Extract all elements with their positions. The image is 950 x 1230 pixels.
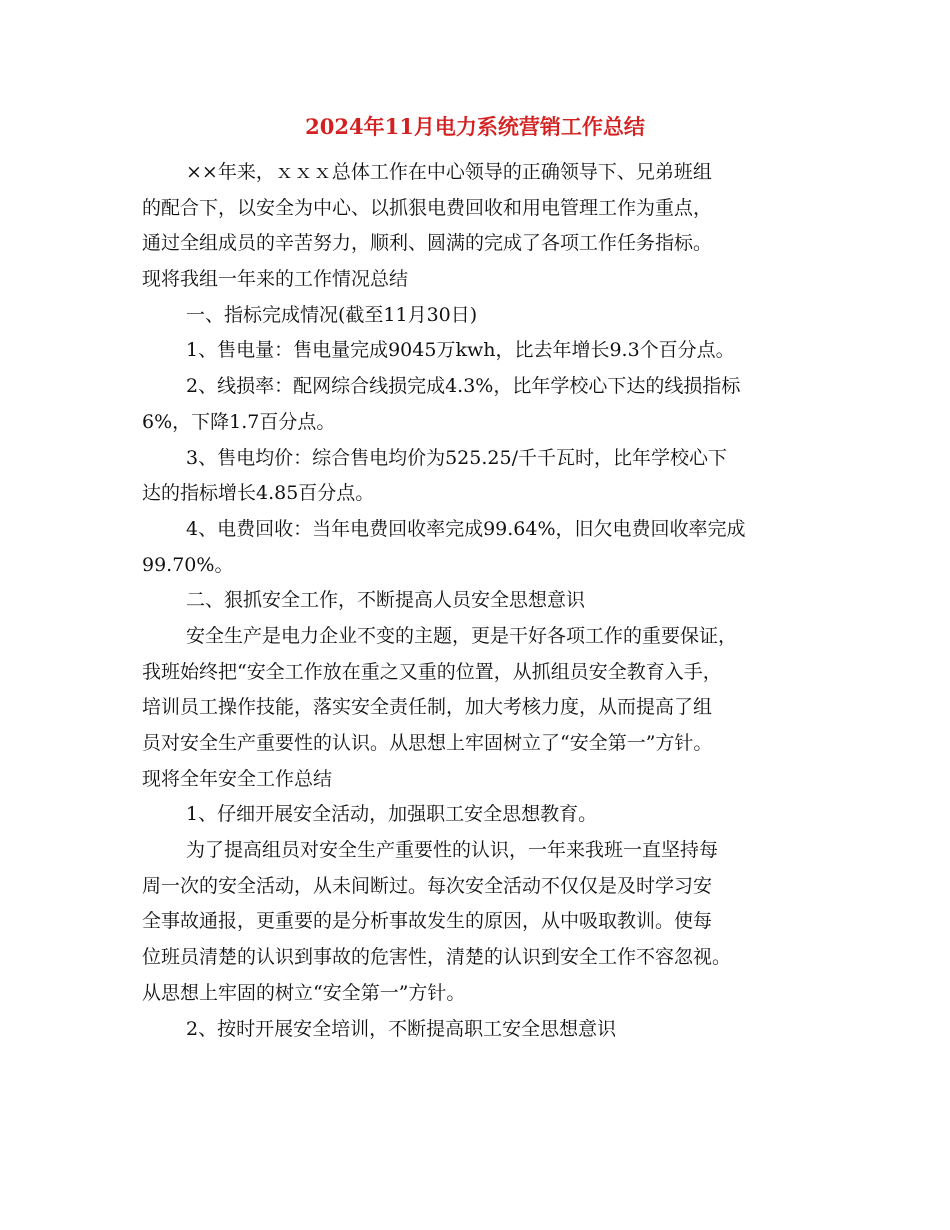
paragraph-line: 现将全年安全工作总结 — [142, 767, 333, 790]
paragraph-line: 从思想上牢固的树立“安全第一”方针。 — [142, 981, 466, 1004]
section-heading: 一、指标完成情况(截至11月30日) — [186, 303, 478, 326]
paragraph-line: 99.70%。 — [142, 553, 234, 576]
paragraph-line: 达的指标增长4.85百分点。 — [142, 482, 375, 505]
paragraph-line: 的配合下，以安全为中心、以抓狠电费回收和用电管理工作为重点， — [142, 196, 713, 219]
document-body — [142, 155, 812, 1047]
paragraph-line: 全事故通报，更重要的是分析事故发生的原因，从中吸取教训。使每 — [142, 910, 713, 933]
paragraph-line: 为了提高组员对安全生产重要性的认识，一年来我班一直坚持每 — [186, 839, 719, 862]
subsection-heading: 1、仔细开展安全活动，加强职工安全思想教育。 — [186, 803, 598, 826]
paragraph-line: 安全生产是电力企业不变的主题，更是干好各项工作的重要保证， — [186, 624, 738, 647]
paragraph-line: 4、电费回收：当年电费回收率完成99.64%，旧欠电费回收率完成 — [186, 517, 746, 540]
paragraph-line: 培训员工操作技能，落实安全责任制，加大考核力度，从而提高了组 — [142, 696, 713, 719]
paragraph-line: 现将我组一年来的工作情况总结 — [142, 268, 409, 291]
document-title: 2024年11月电力系统营销工作总结 — [305, 114, 645, 139]
paragraph-line: 2、线损率：配网综合线损完成4.3%，比年学校心下达的线损指标 — [186, 375, 741, 398]
paragraph-line: 1、售电量：售电量完成9045万kwh，比去年增长9.3个百分点。 — [186, 339, 735, 362]
paragraph-line: 通过全组成员的辛苦努力，顺利、圆满的完成了各项工作任务指标。 — [142, 232, 713, 255]
paragraph-line: 我班始终把“安全工作放在重之又重的位置，从抓组员安全教育入手， — [142, 660, 722, 683]
paragraph-line: 6%，下降1.7百分点。 — [142, 410, 336, 433]
section-heading: 二、狠抓安全工作，不断提高人员安全思想意识 — [186, 589, 586, 612]
subsection-heading: 2、按时开展安全培训，不断提高职工安全思想意识 — [186, 1017, 617, 1040]
paragraph-line: 员对安全生产重要性的认识。从思想上牢固树立了“安全第一”方针。 — [142, 732, 713, 754]
paragraph-line: 位班员清楚的认识到事故的危害性，清楚的认识到安全工作不容忽视。 — [142, 946, 732, 969]
paragraph-line: 3、售电均价：综合售电均价为525.25/千千瓦时，比年学校心下 — [186, 446, 727, 469]
paragraph-line: ××年来，ｘｘｘ总体工作在中心领导的正确领导下、兄弟班组 — [186, 161, 712, 183]
paragraph-line: 周一次的安全活动，从未间断过。每次安全活动不仅仅是及时学习安 — [142, 874, 713, 897]
